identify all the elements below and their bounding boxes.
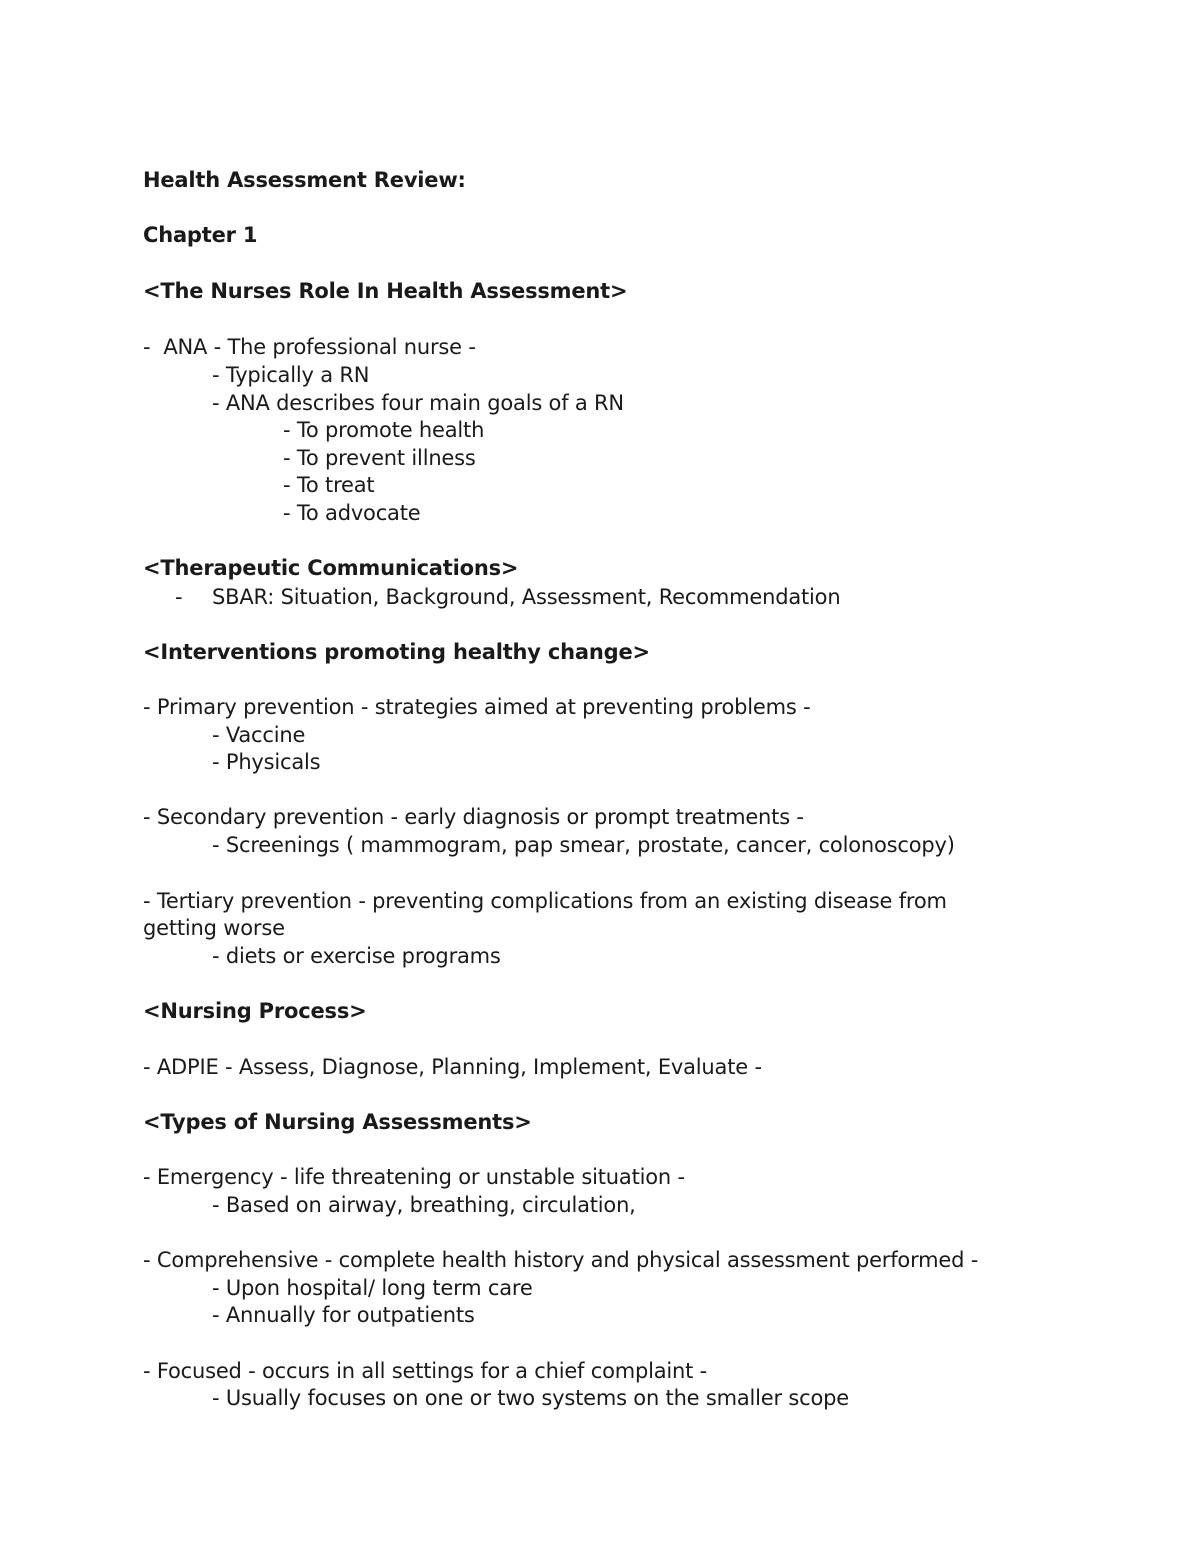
section-heading-interventions: <Interventions promoting healthy change> — [143, 640, 650, 664]
list-item: - diets or exercise programs — [212, 944, 501, 968]
list-item: - Secondary prevention - early diagnosis or prompt treatments - — [143, 805, 804, 829]
list-item: - Comprehensive - complete health history and physical assessment performed - — [143, 1248, 979, 1272]
list-item: - To prevent illness — [283, 446, 476, 470]
chapter-heading: Chapter 1 — [143, 223, 258, 247]
list-item: - Screenings ( mammogram, pap smear, prostate, cancer, colonoscopy) — [212, 833, 955, 857]
list-item: - To promote health — [283, 418, 485, 442]
list-item: - Typically a RN — [212, 363, 370, 387]
list-item: - To treat — [283, 473, 375, 497]
list-item: - Physicals — [212, 750, 321, 774]
list-item: - Emergency - life threatening or unstable situation - — [143, 1165, 685, 1189]
list-item: getting worse — [143, 916, 285, 940]
list-item: - ANA describes four main goals of a RN — [212, 391, 624, 415]
list-item: - Tertiary prevention - preventing complications from an existing disease from — [143, 889, 947, 913]
document-title: Health Assessment Review: — [143, 168, 466, 192]
list-item: - Vaccine — [212, 723, 306, 747]
list-item: - Primary prevention - strategies aimed at preventing problems - — [143, 695, 811, 719]
list-item: - Focused - occurs in all settings for a chief complaint - — [143, 1359, 708, 1383]
list-item: - Usually focuses on one or two systems on the smaller scope — [212, 1386, 850, 1410]
bullet-marker: - — [175, 585, 183, 609]
list-item: - ANA - The professional nurse - — [143, 335, 476, 359]
list-item: - To advocate — [283, 501, 421, 525]
section-heading-therapeutic: <Therapeutic Communications> — [143, 556, 519, 580]
section-heading-assessment-types: <Types of Nursing Assessments> — [143, 1110, 532, 1134]
list-item: - Upon hospital/ long term care — [212, 1276, 533, 1300]
list-item: - ADPIE - Assess, Diagnose, Planning, Implement, Evaluate - — [143, 1055, 762, 1079]
list-item: SBAR: Situation, Background, Assessment, Recommendation — [212, 585, 841, 609]
section-heading-nurses-role: <The Nurses Role In Health Assessment> — [143, 279, 628, 303]
list-item: - Annually for outpatients — [212, 1303, 475, 1327]
list-item: - Based on airway, breathing, circulation, — [212, 1193, 636, 1217]
section-heading-nursing-process: <Nursing Process> — [143, 999, 367, 1023]
